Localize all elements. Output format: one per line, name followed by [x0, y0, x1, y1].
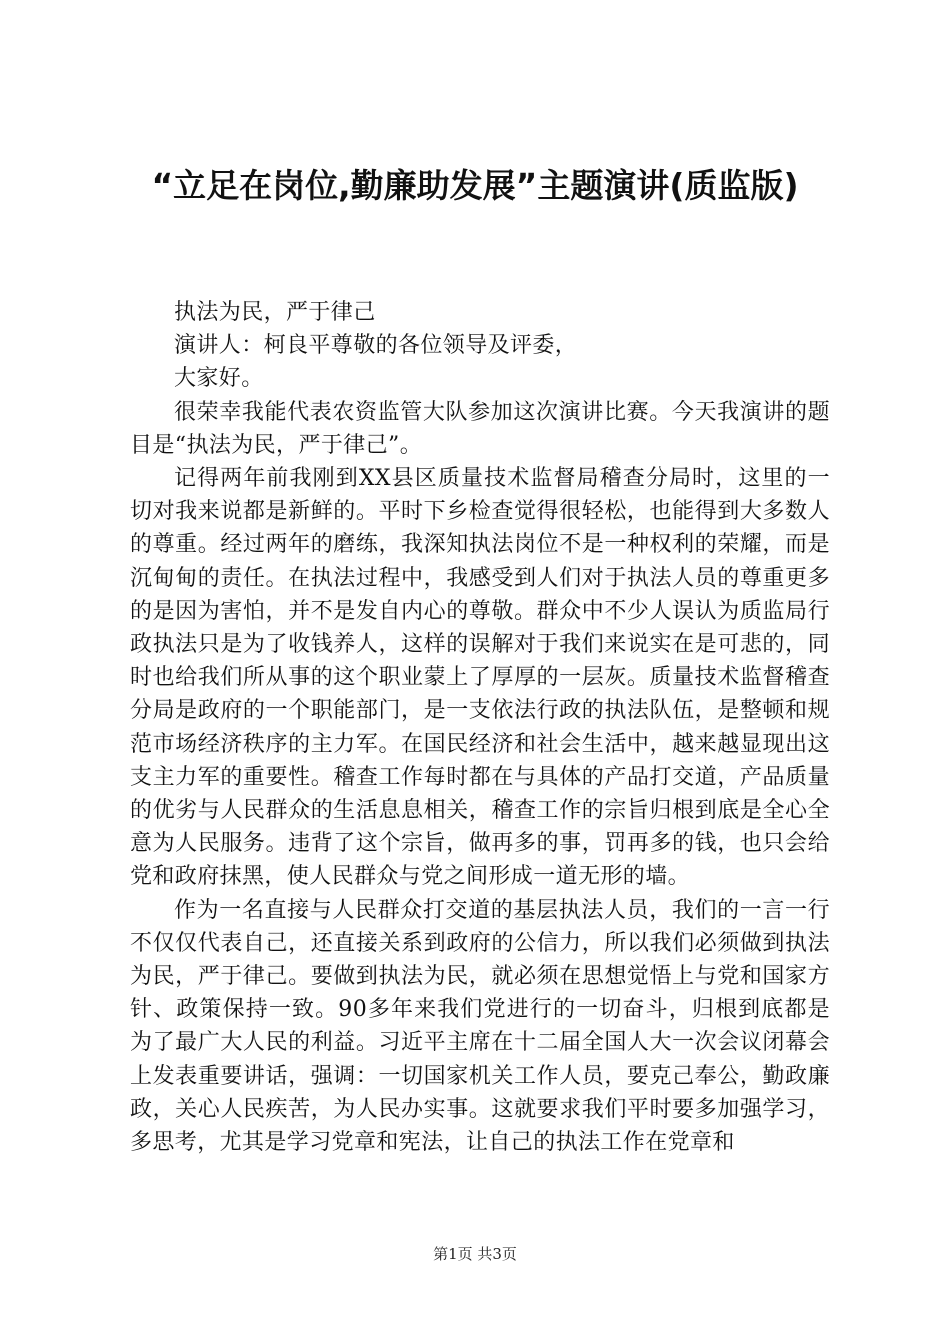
document-body — [130, 296, 830, 1159]
paragraph-greeting: 大家好。 — [174, 366, 264, 392]
document-title: “立足在岗位,勤廉助发展”主题演讲(质监版) — [151, 166, 799, 205]
paragraph-subtitle: 执法为民，严于律己 — [174, 300, 376, 325]
page-footer: 第1页 共3页 — [433, 1245, 517, 1263]
paragraph-body-2: 作为一名直接与人民群众打交道的基层执法人员，我们的一言一行不仅仅代表自己，还直接关系到政府的公信力，所以我们必须做到执法为民，严于律己。要做到执法为民，就必须在思想觉悟上与党和国家方针、政策保持一致。90多年来我们党进行的一切奋斗，归根到底都是为了最广大人民的利益。习近平主席在十二届全国人大一次会议闭幕会上发表重要讲话，强调：一切国家机关工作人员，要克己奉公，勤政廉政，关心人民疾苦，为人民办实事。这就要求我们平时要多加强学习，多思考，尤其是学习党章和宪法，让自己的执法工作在党章和 — [130, 897, 830, 1156]
paragraph-body-1: 记得两年前我刚到XX县区质量技术监督局稽查分局时，这里的一切对我来说都是新鲜的。平时下乡检查觉得很轻松，也能得到大多数人的尊重。经过两年的磨练，我深知执法岗位不是一种权利的荣耀，而是沉甸甸的责任。在执法过程中，我感受到人们对于执法人员的尊重更多的是因为害怕，并不是发自内心的尊敬。群众中不少人误认为质监局行政执法只是为了收钱养人，这样的误解对于我们来说实在是可悲的，同时也给我们所从事的这个职业蒙上了厚厚的一层灰。质量技术监督稽查分局是政府的一个职能部门，是一支依法行政的执法队伍，是整顿和规范市场经济秩序的主力军。在国民经济和社会生活中，越来越显现出这支主力军的重要性。稽查工作每时都在与具体的产品打交道，产品质量的优劣与人民群众的生活息息相关，稽查工作的宗旨归根到底是全心全意为人民服务。违背了这个宗旨，做再多的事，罚再多的钱，也只会给党和政府抹黑，使人民群众与党之间形成一道无形的墙。 — [130, 466, 830, 890]
paragraph-speaker: 演讲人：柯良平尊敬的各位领导及评委， — [174, 333, 578, 359]
paragraph-intro: 很荣幸我能代表农资监管大队参加这次演讲比赛。今天我演讲的题目是“执法为民，严于律己”。 — [130, 399, 830, 458]
